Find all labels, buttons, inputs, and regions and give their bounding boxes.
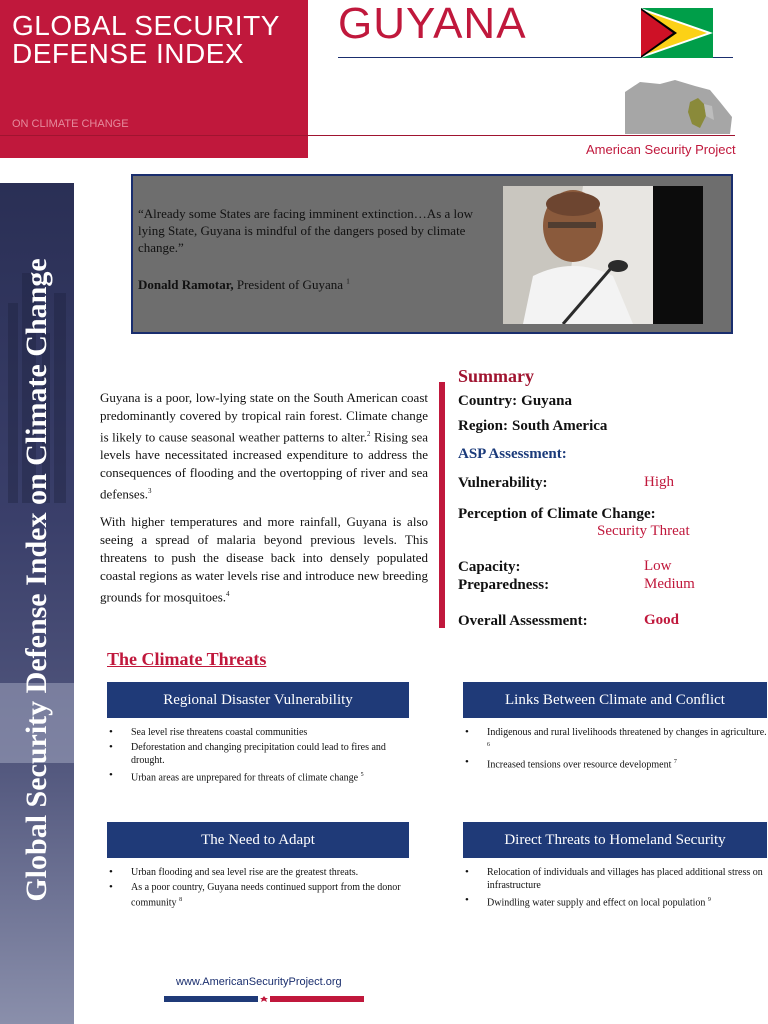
vulnerability-value: High xyxy=(644,474,674,490)
quote-author: Donald Ramotar, xyxy=(138,277,234,292)
need-to-adapt-panel xyxy=(107,822,409,911)
vulnerability-label: Vulnerability: xyxy=(458,475,548,491)
region-map-icon xyxy=(620,72,735,137)
homeland-security-panel xyxy=(463,822,767,911)
list-item: • Increased tensions over resource development $^7$ xyxy=(463,756,767,771)
org-name: American Security Project xyxy=(586,142,736,157)
quote-role: President of Guyana xyxy=(236,277,343,292)
climate-conflict-list xyxy=(463,726,767,772)
climate-conflict-panel xyxy=(463,682,767,774)
preparedness-label: Preparedness: xyxy=(458,577,550,593)
list-item: • As a poor country, Guyana needs continued support from the donor community $^8$ xyxy=(107,881,409,909)
list-item: • Relocation of individuals and villages has placed additional stress on infrastructure xyxy=(463,866,767,892)
capacity-value: Low xyxy=(644,558,672,574)
country-title: GUYANA xyxy=(338,0,527,48)
list-item: • Urban areas are unprepared for threats of climate change $^5$ xyxy=(107,769,409,784)
quote-ref: 1 xyxy=(346,277,350,286)
list-item: • Indigenous and rural livelihoods threatened by changes in agriculture. $^6$ xyxy=(463,726,767,754)
index-subtitle: ON CLIMATE CHANGE xyxy=(12,118,129,130)
sidebar-title xyxy=(2,240,72,920)
homeland-security-heading: Direct Threats to Homeland Security xyxy=(463,822,767,858)
summary-country: Country: Guyana xyxy=(458,393,573,409)
intro-paragraph-1: Guyana is a poor, low-lying state on the South American coast predominantly covered by tropical rain forest. Climate change is likely to cause seasonal weather patterns to alter.$^2$ Rising sea levels have necessitated increased expenditure to address the consequences of flooding and the overtopping of river and sea defenses.$^3$ xyxy=(100,390,428,502)
regional-disaster-panel xyxy=(107,682,409,786)
list-item: • Urban flooding and sea level rise are the greatest threats. xyxy=(107,866,409,879)
president-photo xyxy=(503,186,703,324)
list-item: • Sea level rise threatens coastal communities xyxy=(107,726,409,739)
summary-accent-bar xyxy=(439,382,445,628)
homeland-security-list xyxy=(463,866,767,909)
summary-title: Summary xyxy=(458,366,534,386)
capacity-label: Capacity: xyxy=(458,559,521,575)
preparedness-value: Medium xyxy=(644,576,695,592)
list-item: • Dwindling water supply and effect on local population $^9$ xyxy=(463,894,767,909)
perception-value: Security Threat xyxy=(597,523,690,539)
asp-assessment-label: ASP Assessment: xyxy=(458,446,567,462)
climate-threats-title: The Climate Threats xyxy=(107,649,267,669)
sidebar-title-text: Global Security Defense Index on Climate Change xyxy=(20,258,53,902)
overall-value: Good xyxy=(644,612,680,628)
regional-disaster-heading: Regional Disaster Vulnerability xyxy=(107,682,409,718)
overall-label: Overall Assessment: xyxy=(458,613,588,629)
quote-attribution xyxy=(138,277,493,293)
regional-disaster-list xyxy=(107,726,409,784)
footer-website-link[interactable]: www.AmericanSecurityProject.org xyxy=(176,976,342,988)
intro-paragraph-2: With higher temperatures and more rainfall, Guyana is also seeing a spread of malaria beyond previous levels. This threatens to push the disease back into densely populated coastal regions as water levels rise and introduce new breeding grounds for mosquitoes.$^4$ xyxy=(100,514,428,605)
index-title-line2: DEFENSE INDEX xyxy=(12,38,245,69)
quote-text: “Already some States are facing imminent extinction…As a low lying State, Guyana is mindful of the dangers posed by climate change.” xyxy=(138,206,474,255)
climate-conflict-heading: Links Between Climate and Conflict xyxy=(463,682,767,718)
index-title-line1: GLOBAL SECURITY xyxy=(12,10,280,41)
need-to-adapt-list xyxy=(107,866,409,909)
list-item: • Deforestation and changing precipitation could lead to fires and drought. xyxy=(107,741,409,767)
need-to-adapt-heading: The Need to Adapt xyxy=(107,822,409,858)
guyana-flag-icon xyxy=(641,8,713,58)
summary-region: Region: South America xyxy=(458,418,608,434)
footer-flag-line xyxy=(164,996,364,1002)
index-title xyxy=(12,12,302,68)
perception-label: Perception of Climate Change: xyxy=(458,506,656,522)
